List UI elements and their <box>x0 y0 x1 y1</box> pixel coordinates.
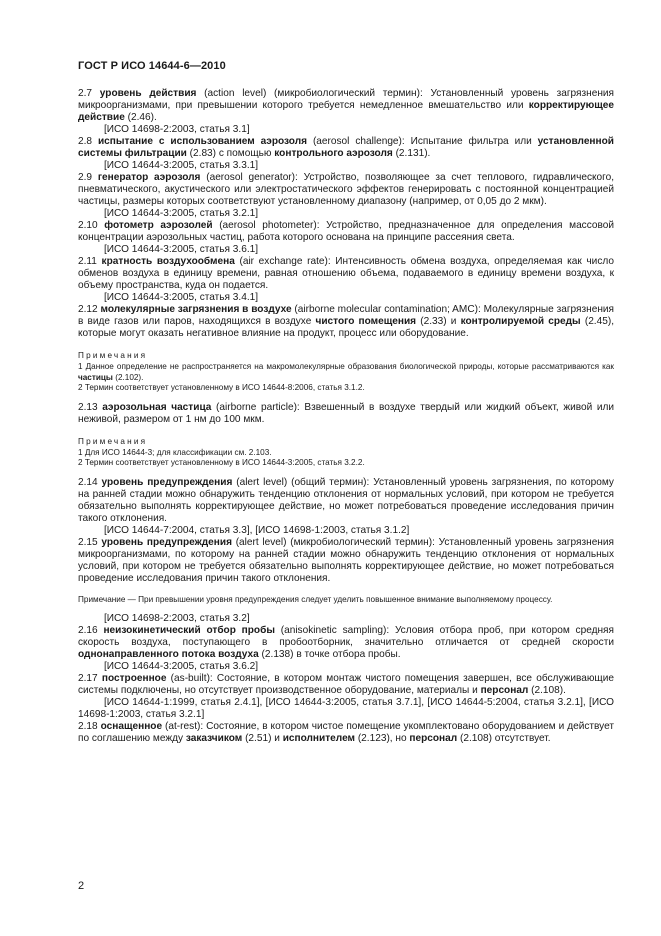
note: 2 Термин соответствует установленному в ИСО 14644-3:2005, статья 3.2.2. <box>78 458 365 468</box>
term-2-16: 2.16 неизокинетический отбор пробы (anisokinetic sampling): Условия отбора проб, при котором средняя скорость воздуха, поступающего в пробоотборник, значительно отличается от средней скорости однонаправленного потока воздуха (2.138) в точке отбора пробы. <box>78 625 614 661</box>
term-name: построенное <box>101 673 167 685</box>
term-2-13: 2.13 аэрозольная частица (airborne particle): Взвешенный в воздухе твердый или жидкий объект, живой или неживой, размером от 1 нм до 100 мкм. <box>78 401 615 425</box>
term-name: испытание с использованием аэрозоля <box>97 136 308 147</box>
term-name: кратность воздухообмена <box>101 256 235 267</box>
term-number: 2.10 <box>78 220 98 231</box>
term-reference: заказчиком <box>185 733 243 745</box>
term-2-15: 2.15 уровень предупреждения (alert level) (микробиологический термин): Установленный уровень загрязнения микроорганизмами, по которому на ранней стадии можно обнаружить тенденцию отклонения от нормальных условий, при котором не требуется обязательно выполнять корректирующее действие, но может потребоваться проведение исследования причин такого отклонения. <box>78 536 614 584</box>
page-header: ГОСТ Р ИСО 14644-6—2010 <box>78 60 226 72</box>
term-source: [ИСО 14644-7:2004, статья 3.3], [ИСО 14698-1:2003, статья 3.1.2] <box>104 524 410 536</box>
term-reference: чистого помещения <box>315 316 417 327</box>
term-reference: частицы <box>78 372 113 382</box>
term-number: 2.15 <box>78 536 98 548</box>
note: 2 Термин соответствует установленному в ИСО 14644-8:2006, статья 3.1.2. <box>78 383 365 393</box>
term-reference: однонаправленного потока воздуха <box>78 649 259 661</box>
term-reference: исполнителем <box>282 733 356 745</box>
term-2-11: 2.11 кратность воздухообмена (air exchange rate): Интенсивность обмена воздуха, определяемая как число обменов воздуха в единицу времени, равная отношению объема, подаваемого в единицу времени воздуха, к объему пространства, куда он подается. <box>78 256 614 291</box>
term-name: фотометр аэрозолей <box>104 220 213 231</box>
term-number: 2.9 <box>78 172 93 183</box>
term-2-9: 2.9 генератор аэрозоля (aerosol generator): Устройство, позволяющее за счет теплового, гидравлического, пневматического, акустического или электростатического эффектов генерировать с постоянной концентрацией частицы, размеры которых соответствуют установленному диапазону (например, от 0,05 до 2 мкм). <box>78 172 615 207</box>
term-reference: контрольного аэрозоля <box>274 148 393 159</box>
term-number: 2.14 <box>78 476 98 488</box>
term-number: 2.11 <box>78 256 97 267</box>
term-name: неизокинетический отбор пробы <box>103 625 275 637</box>
term-name: оснащенное <box>100 721 163 733</box>
term-2-12: 2.12 молекулярные загрязнения в воздухе (airborne molecular contamination; AMC): Молекулярные загрязнения в виде газов или паров, находящихся в воздухе чистого помещения (2.33) и контролируемой среды (2.45), которые могут оказать негативное влияние на продукт, процесс или оборудование. <box>78 304 615 339</box>
notes-heading: Примечания <box>78 351 148 360</box>
term-2-18: 2.18 оснащенное (at-rest): Состояние, в котором чистое помещение укомплектовано оборудованием и действует по соглашению между заказчиком (2.51) и исполнителем (2.123), но персонал (2.108) отсутствует. <box>78 721 614 745</box>
term-name: уровень действия <box>99 88 197 99</box>
term-source: [ИСО 14644-3:2005, статья 3.6.2] <box>104 661 259 673</box>
term-2-17: 2.17 построенное (as-built): Состояние, в котором монтаж чистого помещения завершен, все обслуживающие системы подключены, но отсутствует производственное оборудование, материалы и персонал (2.108). <box>78 673 614 697</box>
term-2-8: 2.8 испытание с использованием аэрозоля (aerosol challenge): Испытание фильтра или установленной системы фильтрации (2.83) с помощью контрольного аэрозоля (2.131). <box>78 136 614 159</box>
term-number: 2.17 <box>78 673 98 685</box>
term-number: 2.13 <box>78 401 98 413</box>
term-source: [ИСО 14644-1:1999, статья 2.4.1], [ИСО 14644-3:2005, статья 3.7.1], [ИСО 14644-5:2004, статья 3.2.1], [ИСО 14698-1:2003, статья 3.2.1] <box>78 697 614 721</box>
term-number: 2.12 <box>78 304 98 315</box>
term-name: генератор аэрозоля <box>97 172 201 183</box>
note: Примечание — При превышении уровня предупреждения следует уделить повышенное внимание выполняемому процессу. <box>78 594 553 604</box>
term-number: 2.7 <box>78 88 93 99</box>
note: 1 Данное определение не распространяется на макромолекулярные образования биологической природы, которые рассматриваются как частицы (2.102). <box>78 362 614 382</box>
note: 1 Для ИСО 14644-3; для классификации см. 2.103. <box>78 448 272 458</box>
term-2-10: 2.10 фотометр аэрозолей (aerosol photometer): Устройство, предназначенное для определения массовой концентрации аэрозольных частиц, работа которого основана на принципе рассеяния света. <box>78 220 615 243</box>
term-source: [ИСО 14644-3:2005, статья 3.2.1] <box>104 208 259 219</box>
term-reference: персонал <box>409 733 458 745</box>
term-source: [ИСО 14644-3:2005, статья 3.6.1] <box>104 244 259 255</box>
term-reference: установленной системы фильтрации <box>78 136 614 159</box>
term-source: [ИСО 14698-2:2003, статья 3.2] <box>104 613 250 625</box>
term-source: [ИСО 14644-3:2005, статья 3.3.1] <box>104 160 259 171</box>
term-reference: корректирующее действие <box>78 100 614 123</box>
term-number: 2.18 <box>78 721 98 733</box>
term-source: [ИСО 14644-3:2005, статья 3.4.1] <box>104 292 259 303</box>
term-name: молекулярные загрязнения в воздухе <box>100 304 292 315</box>
notes-heading: Примечания <box>78 436 148 446</box>
page-number: 2 <box>78 880 85 892</box>
term-number: 2.16 <box>78 625 98 637</box>
term-source: [ИСО 14698-2:2003, статья 3.1] <box>104 124 250 135</box>
term-reference: персонал <box>480 685 529 697</box>
term-name: уровень предупреждения <box>101 536 232 548</box>
term-number: 2.8 <box>78 136 93 147</box>
term-reference: контролируемой среды <box>460 316 581 327</box>
term-name: уровень предупреждения <box>101 476 233 488</box>
term-name: аэрозольная частица <box>102 401 212 413</box>
term-2-7: 2.7 уровень действия (action level) (микробиологический термин): Установленный уровень загрязнения микроорганизмами, при превышении которого требуется немедленное вмешательство или корректирующее действие (2.46). <box>78 88 615 123</box>
term-2-14: 2.14 уровень предупреждения (alert level) (общий термин): Установленный уровень загрязнения, по которому на ранней стадии можно обнаружить тенденцию отклонения от нормальных условий, при котором не требуется обязательно выполнять корректирующее действие, но может потребоваться проведение исследования причин такого отклонения. <box>78 476 614 524</box>
